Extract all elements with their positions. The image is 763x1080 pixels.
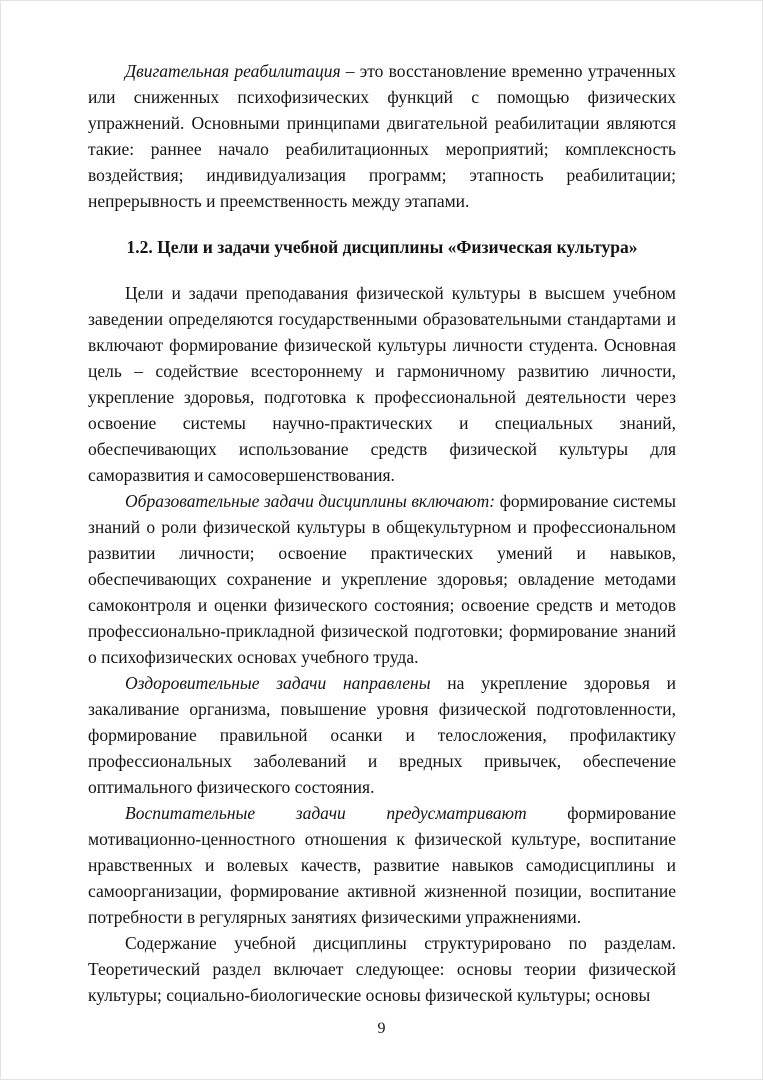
paragraph-rehabilitation (88, 58, 676, 214)
page-content (88, 58, 676, 1008)
section-heading: 1.2. Цели и задачи учебной дисциплины «Физическая культура» (126, 237, 638, 257)
text-run: формирование системы знаний о роли физической культуры в общекультурном и профессиональном развитии личности; освоение практических умений и навыков, обеспечивающих сохранение и укрепление здоровья; овладение методами самоконтроля и оценки физического состояния; освоение средств и методов профессионально-прикладной физической подготовки; формирование знаний о психофизических основах учебного труда. (88, 491, 677, 667)
lead-in-italic: Воспитательные задачи предусматривают (125, 803, 527, 823)
text-run: Содержание учебной дисциплины структурировано по разделам. Теоретический раздел включает следующее: основы теории физической культуры; социально-биологические основы физической культуры; основы (88, 933, 676, 1005)
paragraph-educational-tasks (88, 488, 676, 670)
paragraph-goals (88, 280, 676, 488)
text-run: – это восстановление временно утраченных или сниженных психофизических функций с помощью физических упражнений. Основными принципами двигательной реабилитации являются такие: раннее начало реабилитационных мероприятий; комплексность воздействия; индивидуализация программ; этапность реабилитации; непрерывность и преемственность между этапами. (88, 61, 676, 211)
paragraph-upbringing-tasks (88, 800, 676, 930)
page-number: 9 (377, 1020, 386, 1037)
paragraph-health-tasks (88, 670, 676, 800)
paragraph-content-structure (88, 930, 676, 1008)
text-run: формирование мотивационно-ценностного отношения к физической культуре, воспитание нравственных и волевых качеств, развитие навыков самодисциплины и самоорганизации, формирование активной жизненной позиции, воспитание потребности в регулярных занятиях физическими упражнениями. (88, 803, 677, 927)
lead-in-italic: Двигательная реабилитация (125, 61, 341, 81)
lead-in-italic: Образовательные задачи дисциплины включают: (125, 491, 496, 511)
lead-in-italic: Оздоровительные задачи направлены (125, 673, 431, 693)
text-run: на укрепление здоровья и закаливание организма, повышение уровня физической подготовленности, формирование правильной осанки и телосложения, профилактику профессиональных заболеваний и вредных привычек, обеспечение оптимального физического состояния. (88, 673, 676, 797)
text-run: Цели и задачи преподавания физической культуры в высшем учебном заведении определяются государственными образовательными стандартами и включают формирование физической культуры личности студента. Основная цель – содействие всестороннему и гармоничному развитию личности, укрепление здоровья, подготовка к профессиональной деятельности через освоение системы научно-практических и специальных знаний, обеспечивающих использование средств физической культуры для саморазвития и самосовершенствования. (88, 283, 676, 485)
